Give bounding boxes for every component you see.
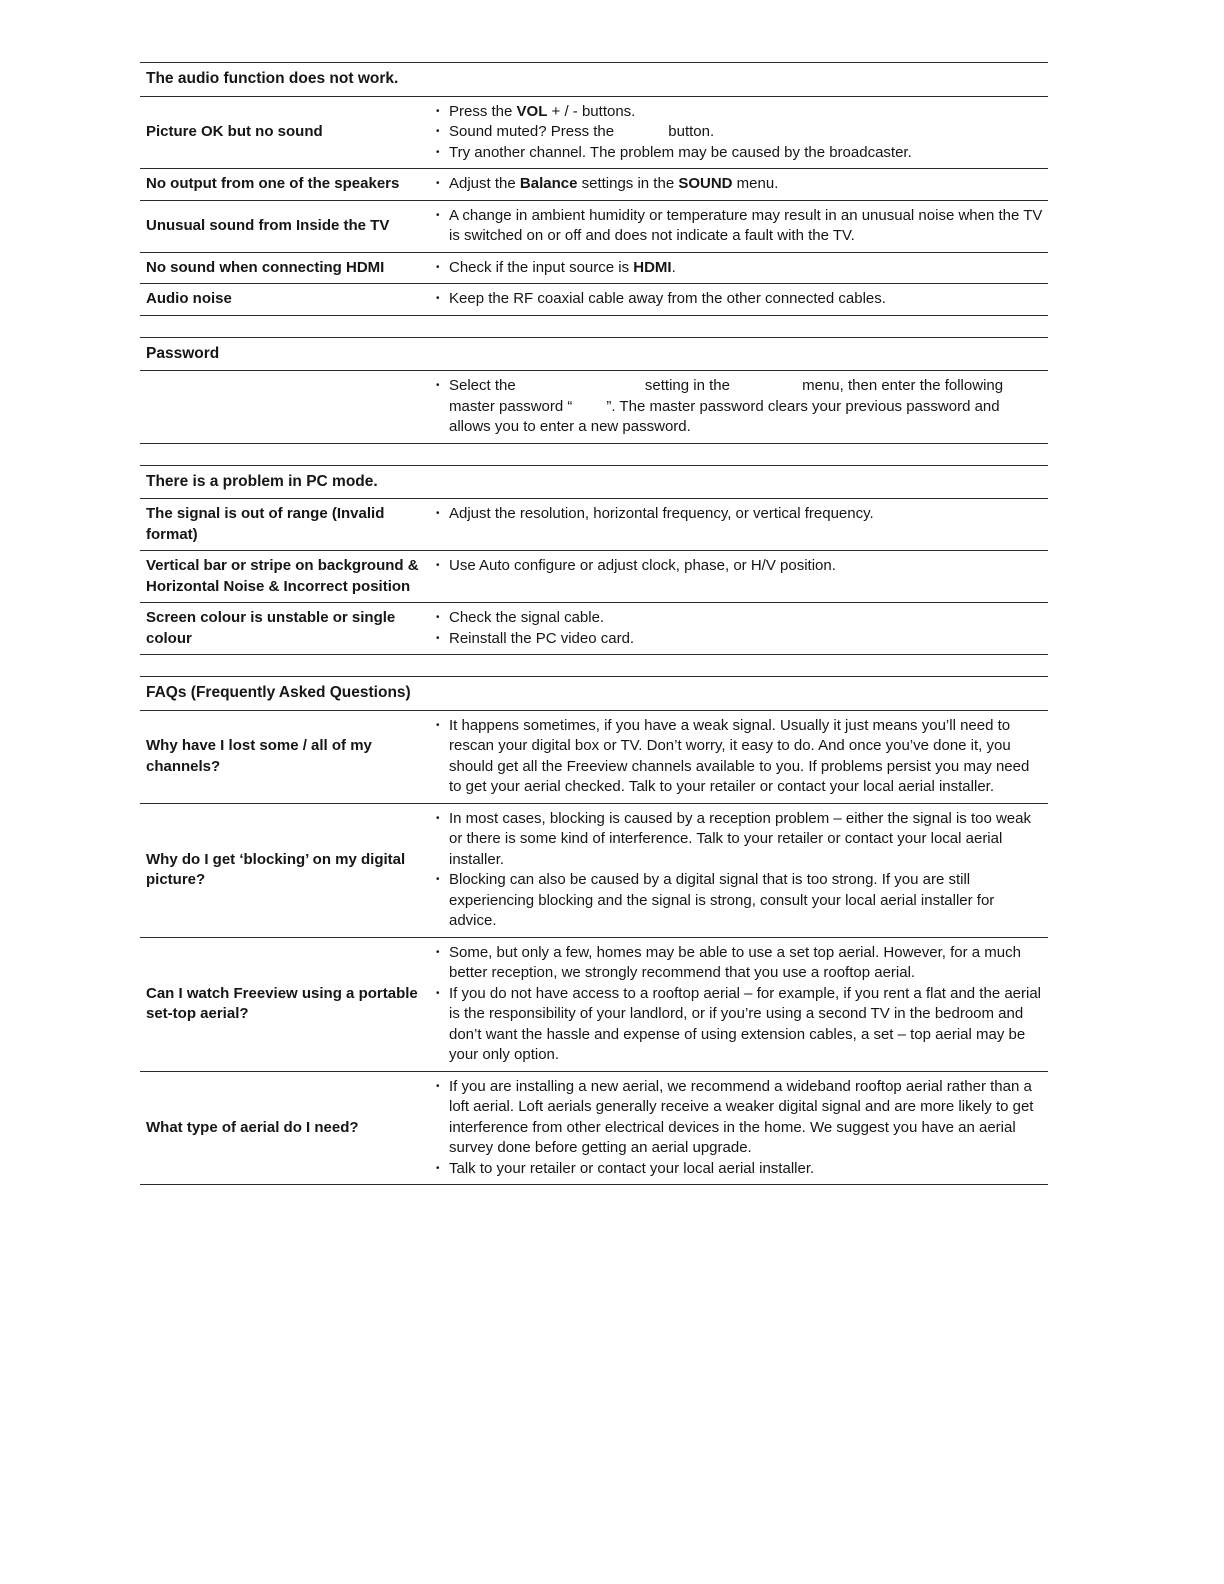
bold-text-segment: SOUND: [678, 175, 733, 192]
bullet-icon: •: [436, 380, 440, 391]
table-row: [140, 1072, 1048, 1186]
text-segment: If you are installing a new aerial, we recommend a wideband rooftop aerial rather than a loft aerial. Loft aerials generally receive a weaker digital signal and are more likely to get interference from other electrical devices in the home. We suggest you have an aerial survey done before getting an aerial upgrade.: [449, 1077, 1034, 1156]
text-segment: settings in the: [577, 175, 679, 192]
bullet-item: [434, 258, 1044, 279]
bullet-icon: •: [436, 146, 440, 158]
row-label: What type of aerial do I need?: [146, 1118, 359, 1136]
bullet-text: [449, 206, 1044, 247]
bullet-item: [434, 289, 1044, 310]
row-label: The signal is out of range (Invalid format): [146, 505, 385, 543]
bullet-item: [434, 143, 1044, 164]
bullet-item: [434, 1077, 1044, 1159]
table-row: [140, 804, 1048, 938]
row-content: [434, 556, 1048, 577]
row-label: No output from one of the speakers: [146, 175, 400, 192]
text-segment: If you do not have access to a rooftop aerial – for example, if you rent a flat and the aerial is the responsibility of your landlord, or if you’re using a second TV in the bedroom and don’t want the hassle and expense of using extension cables, a set – top aerial may be your only option.: [449, 984, 1042, 1063]
row-label: Why do I get ‘blocking’ on my digital picture?: [146, 850, 406, 888]
section-title: Password: [140, 338, 1048, 372]
text-segment: Keep the RF coaxial cable away from the other connected cables.: [449, 290, 886, 307]
bullet-icon: •: [436, 1080, 440, 1092]
bullet-icon: •: [436, 126, 440, 137]
section-title: FAQs (Frequently Asked Questions): [140, 677, 1048, 711]
bullet-icon: •: [436, 560, 440, 571]
bullet-item: [434, 984, 1044, 1066]
row-label: No sound when connecting HDMI: [146, 258, 385, 276]
bullet-item: [434, 376, 1044, 438]
bold-text-segment: VOL: [516, 102, 548, 120]
blank-space: [516, 389, 641, 390]
section-3: [140, 465, 1048, 656]
bold-text-segment: HDMI: [633, 258, 672, 276]
bullet-item: [434, 122, 1044, 143]
bullet-text: [449, 143, 1044, 164]
bullet-icon: •: [436, 874, 440, 885]
table-row: [140, 938, 1048, 1072]
text-segment: Check if the input source is: [449, 258, 634, 276]
text-segment: Use Auto configure or adjust clock, phase, or H/V position.: [449, 557, 836, 574]
row-content: [434, 943, 1048, 1066]
bullet-text: [449, 984, 1044, 1066]
text-segment: + / - buttons.: [547, 102, 636, 120]
bullet-icon: •: [436, 1162, 440, 1174]
bullet-text: [449, 122, 1044, 143]
bullet-item: [434, 809, 1044, 871]
bullet-icon: •: [436, 987, 440, 999]
bullet-item: [434, 629, 1044, 650]
row-label: Picture OK but no sound: [146, 123, 323, 140]
bullet-text: [449, 504, 1044, 525]
row-content: [434, 258, 1048, 279]
text-segment: menu, then enter the following master password “: [449, 377, 1004, 415]
text-segment: Reinstall the PC video card.: [449, 629, 635, 647]
text-segment: Blocking can also be caused by a digital signal that is too strong. If you are still experiencing blocking and the signal is strong, consult your local aerial installer for advice.: [449, 871, 995, 929]
text-segment: Some, but only a few, homes may be able to use a set top aerial. However, for a much better reception, we strongly recommend that you use a rooftop aerial.: [449, 943, 1021, 981]
bullet-icon: •: [436, 178, 440, 189]
troubleshooting-sections: [140, 62, 1048, 1185]
bullet-text: [449, 174, 1044, 195]
text-segment: Adjust the resolution, horizontal frequency, or vertical frequency.: [449, 505, 874, 522]
section-1: [140, 62, 1048, 316]
text-segment: ”. The master password clears your previous password and allows you to enter a new password.: [449, 397, 1000, 435]
row-label: Why have I lost some / all of my channels?: [146, 737, 372, 775]
bullet-text: [449, 608, 1044, 629]
row-content: [434, 504, 1048, 525]
row-content: [434, 716, 1048, 798]
table-row: [140, 97, 1048, 170]
text-segment: .: [671, 258, 676, 276]
text-segment: Sound muted? Press the: [449, 123, 615, 140]
bullet-text: [449, 102, 1044, 123]
table-row: [140, 169, 1048, 201]
bullet-text: [449, 376, 1044, 438]
table-row: [140, 551, 1048, 603]
blank-space: [730, 389, 798, 390]
bullet-icon: •: [436, 612, 440, 623]
table-row: [140, 603, 1048, 655]
bullet-text: [449, 943, 1044, 984]
bullet-icon: •: [436, 261, 440, 273]
bullet-item: [434, 556, 1044, 577]
row-content: [434, 1077, 1048, 1180]
row-label: Vertical bar or stripe on background & Horizontal Noise & Incorrect position: [146, 557, 419, 595]
bullet-icon: •: [436, 105, 440, 117]
manual-page: [140, 62, 1048, 1206]
bullet-icon: •: [436, 209, 440, 221]
bullet-icon: •: [436, 812, 440, 824]
row-content: [434, 206, 1048, 247]
bullet-item: [434, 870, 1044, 932]
bullet-item: [434, 608, 1044, 629]
text-segment: button.: [664, 123, 715, 140]
bullet-text: [449, 870, 1044, 932]
text-segment: Select the: [449, 377, 516, 394]
bullet-item: [434, 174, 1044, 195]
text-segment: A change in ambient humidity or temperature may result in an unusual noise when the TV is switched on or off and does not indicate a fault with the TV.: [449, 206, 1043, 244]
bullet-item: [434, 206, 1044, 247]
bullet-item: [434, 716, 1044, 798]
table-row: [140, 284, 1048, 316]
row-content: [434, 174, 1048, 195]
text-segment: Check the signal cable.: [449, 609, 605, 626]
row-label: Audio noise: [146, 290, 232, 307]
bullet-item: [434, 102, 1044, 123]
text-segment: In most cases, blocking is caused by a reception problem – either the signal is too weak or there is some kind of interference. Talk to your retailer or contact your local aerial installer.: [449, 809, 1031, 868]
row-content: [434, 289, 1048, 310]
text-segment: It happens sometimes, if you have a weak signal. Usually it just means you’ll need to rescan your digital box or TV. Don’t worry, it easy to do. And once you’ve done it, you should get all the Freeview channels available to you. If problems persist you may need to get your aerial checked. Talk to your retailer or contact your local aerial installer.: [449, 716, 1030, 795]
row-content: [434, 809, 1048, 932]
row-label: Unusual sound from Inside the TV: [146, 216, 390, 234]
text-segment: Talk to your retailer or contact your local aerial installer.: [449, 1159, 815, 1177]
table-row: [140, 371, 1048, 444]
bullet-text: [449, 716, 1044, 798]
bullet-text: [449, 1159, 1044, 1180]
bullet-text: [449, 556, 1044, 577]
bold-text-segment: Balance: [519, 175, 578, 192]
text-segment: Press the: [449, 102, 517, 120]
text-segment: menu.: [732, 175, 779, 192]
table-row: [140, 711, 1048, 804]
section-title: The audio function does not work.: [140, 63, 1048, 97]
section-2: [140, 337, 1048, 444]
row-content: [434, 102, 1048, 164]
bullet-icon: •: [436, 946, 440, 958]
bullet-text: [449, 289, 1044, 310]
bullet-item: [434, 943, 1044, 984]
section-4: [140, 676, 1048, 1185]
blank-space: [572, 410, 606, 411]
bullet-icon: •: [436, 719, 440, 731]
bullet-icon: •: [436, 293, 440, 304]
row-label: Screen colour is unstable or single colour: [146, 609, 396, 647]
text-segment: Adjust the: [449, 175, 520, 192]
table-row: [140, 253, 1048, 285]
blank-space: [614, 135, 664, 136]
bullet-text: [449, 258, 1044, 279]
bullet-text: [449, 629, 1044, 650]
bullet-icon: •: [436, 632, 440, 644]
row-content: [434, 376, 1048, 438]
bullet-item: [434, 504, 1044, 525]
table-row: [140, 201, 1048, 253]
text-segment: setting in the: [640, 377, 730, 394]
section-title: There is a problem in PC mode.: [140, 466, 1048, 500]
bullet-item: [434, 1159, 1044, 1180]
bullet-text: [449, 1077, 1044, 1159]
bullet-text: [449, 809, 1044, 871]
table-row: [140, 499, 1048, 551]
row-label: Can I watch Freeview using a portable set-top aerial?: [146, 984, 418, 1022]
row-content: [434, 608, 1048, 649]
bullet-icon: •: [436, 508, 440, 519]
text-segment: Try another channel. The problem may be caused by the broadcaster.: [449, 143, 912, 161]
